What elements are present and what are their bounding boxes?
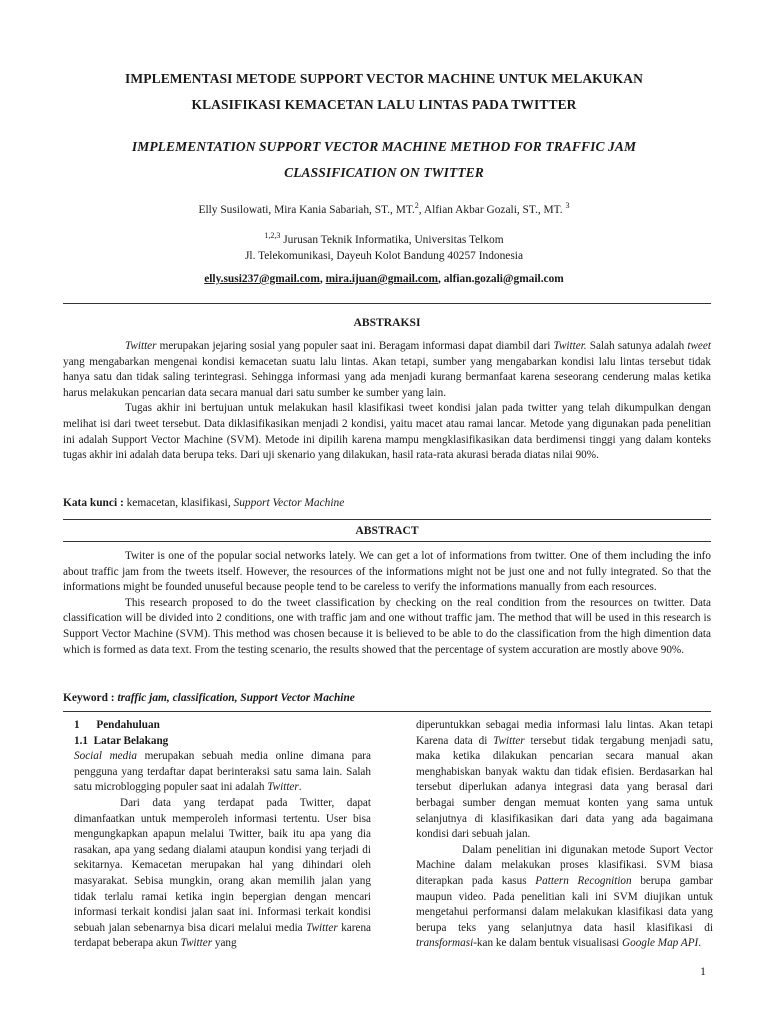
left-p1-text-1: merupakan sebuah media online dimana para pengguna yang terdaftar dapat berinteraksi satu sama lain. Salah satu microblogging populer saat ini adalah: [74, 750, 371, 794]
left-p1-text-2: .: [298, 781, 302, 794]
emph-twitter-right: Twitter: [493, 734, 525, 747]
email-link-2[interactable]: mira.ijuan@gmail.com: [325, 273, 439, 285]
right-paragraph-1: [416, 718, 713, 843]
keyword-italic: traffic jam, classification, Support Vector Machine: [117, 692, 355, 704]
abstraksi-heading: ABSTRAKSI: [353, 316, 421, 329]
emph-twitter-left-2: Twitter: [306, 921, 338, 934]
abstraksi-p1-text-2: Salah satunya adalah: [586, 340, 688, 352]
email-link-1[interactable]: elly.susi237@gmail.com: [204, 273, 320, 285]
keyword-line: [63, 692, 711, 704]
emph-twitter-left-3: Twitter: [180, 937, 213, 950]
affiliation-line1: [60, 228, 708, 248]
emph-tweet: tweet: [687, 340, 711, 352]
kata-kunci-text: kemacetan, klasifikasi,: [123, 497, 234, 509]
emph-transformasi: transformasi: [416, 937, 474, 950]
left-p2-text-3: yang: [212, 937, 237, 950]
affiliation: [60, 228, 708, 264]
right-p1-text-1: diperuntukkan sebagai media informasi lalu lintas. Akan tetapi Karena data di: [416, 719, 713, 747]
divider-body: [63, 711, 711, 712]
emph-social-media: Social media: [74, 750, 137, 763]
email-sep-2: ,: [438, 273, 444, 285]
author-3: , Alfian Akbar Gozali, ST., MT.: [418, 203, 566, 216]
title-indonesian: [60, 66, 708, 118]
kata-kunci-label: Kata kunci :: [63, 497, 124, 509]
section-heading-latar-belakang: 1.1 Latar Belakang: [74, 734, 169, 747]
abstract-paragraph-1: Twiter is one of the popular social networks lately. We can get a lot of informations from twitter. One of them including the info about traffic jam from the tweets itself. However, the resources of the informations might not be just one and not fully integrated. So that the informations might be founded unuseful because people tend to be careless to verify the informations manually from each resources.: [63, 550, 711, 594]
title-id-line1: IMPLEMENTASI METODE SUPPORT VECTOR MACHINE UNTUK MELAKUKAN: [125, 71, 643, 86]
email-3: alfian.gozali@gmail.com: [443, 273, 564, 285]
author-1: Elly Susilowati,: [198, 203, 275, 216]
author-3-sup: 3: [565, 201, 570, 210]
abstract-paragraph-2: This research proposed to do the tweet classification by checking on the real condition from the resources on twitter. Data classification will be divided into 2 conditions, one with traffic jam and one without traffic jam. The method that will be used in this research is Support Vector Machine (SVM). This method was chosen because it is believed to be able to do the classification from the high dimention data which is formed as data text. From the testing scenario, the results showed that the percentage of system accuration are mostly above 90%.: [63, 596, 711, 656]
emph-twitter: Twitter: [125, 340, 157, 352]
divider-top: [63, 303, 711, 304]
divider-abstract-bottom: [63, 541, 711, 542]
right-p1-text-2: tersebut tidak tergabung menjadi satu, maka ketika dilakukan pencarian secara manual akan menghabiskan banyak waktu dan tidak efisien. Berdasarkan hal tersebut diperlukan adanya integrasi data yang berasal dari berbagai sumber dengan memuat konten yang sama untuk selanjutnya di klasifikasikan dari data yang ada bagaimana kondisi dari sebuah jalan.: [416, 734, 713, 841]
section-heading-pendahuluan: 1 Pendahuluan: [74, 719, 160, 731]
abstraksi-p1-text-1: merupakan jejaring sosial yang populer saat ini. Beragam informasi dapat diambil dari: [156, 340, 554, 352]
kata-kunci: [63, 497, 711, 509]
right-column: [416, 718, 713, 952]
email-list: [60, 273, 708, 285]
author-list: [60, 201, 708, 216]
title-en-line1: IMPLEMENTATION SUPPORT VECTOR MACHINE METHOD FOR TRAFFIC JAM: [131, 139, 637, 154]
kata-kunci-italic: Support Vector Machine: [233, 497, 345, 509]
abstraksi-body: [63, 339, 711, 464]
email-sep-1: ,: [319, 273, 326, 285]
abstraksi-paragraph-2: Tugas akhir ini bertujuan untuk melakukan hasil klasifikasi tweet kondisi jalan pada twitter yang telah dikumpulkan dengan melihat isi dari tweet tersebut. Data diklasifikasikan menjadi 2 kondisi, yaitu macet atau ramai lancar. Metode yang digunakan pada penelitian ini adalah Support Vector Machine (SVM). Metode ini dipilih karena mampu mengklasifikasikan data berdimensi tinggi yang dalam konteks tugas akhir ini adalah data berupa teks. Dari uji skenario yang dilakukan, hasil rata-rata akurasi berada diatas nilai 90%.: [63, 402, 711, 462]
affiliation-dept: Jurusan Teknik Informatika, Universitas Telkom: [280, 233, 504, 246]
abstraksi-paragraph-1: [63, 339, 711, 401]
left-paragraph-1: [74, 749, 371, 796]
right-p2-text-3: -kan ke dalam bentuk visualisasi: [473, 937, 623, 950]
right-paragraph-2: [416, 843, 713, 952]
author-2-sup: 2: [414, 201, 419, 210]
abstraksi-p1-text-3: yang mengabarkan mengenai kondisi kemacetan suatu lalu lintas. Akan tetapi, sumber yang mengabarkan kondisi lalu lintas tersebut tidak hanya satu dan tidak saling terintegrasi. Sehingga informasi yang ada menjadi kurang bermanfaat karena seseorang cenderung malas ketika harus melakukan pencarian data secara manual dari satu sumber ke sumber yang lain.: [63, 355, 711, 399]
emph-twitter-left: Twitter: [267, 781, 299, 794]
left-column: [74, 718, 371, 952]
keyword-label: Keyword :: [63, 692, 115, 704]
affiliation-line2: Jl. Telekomunikasi, Dayeuh Kolot Bandung 40257 Indonesia: [244, 249, 524, 262]
abstract-body: [63, 549, 711, 658]
right-p2-text-4: .: [698, 937, 702, 950]
right-p2-text-2: berupa gambar maupun video. Pada penelitian kali ini SVM diujikan untuk mengetahui performansi dalam melakukan klasifikasi data yang berupa teks yang selanjutnya data hasil klasifikasi di: [416, 874, 714, 934]
affiliation-sup: 1,2,3: [264, 231, 281, 240]
emph-twitter-2: Twitter.: [553, 340, 587, 352]
left-paragraph-2: [74, 796, 371, 952]
left-p2-text-1: Dari data yang terdapat pada Twitter, dapat dimanfaatkan untuk memperoleh informasi tertentu. User bisa mengungkapkan apapun melalui Twitter, baik itu apa yang dia rasakan, apa yang sedang dialami ataupun kondisi yang terjadi di sekitarnya. Kemacetan merupakan hal yang dihindari oleh masyarakat. Sebisa mungkin, orang akan memilih jalan yang tidak terlalu ramai ketika ingin bepergian dengan mencari informasi terkait kondisi jalan saat ini. Informasi terkait kondisi sebuah jalan sebenarnya bisa dicari melalui media: [74, 796, 371, 934]
emph-google-map-api: Google Map API: [622, 937, 699, 950]
divider-abstract-top: [63, 519, 711, 520]
left-p2-text-2: karena terdapat beberapa akun: [74, 921, 372, 950]
right-p2-text-1: Dalam penelitian ini digunakan metode Suport Vector Machine dalam melakukan proses klasifikasi. SVM biasa diterapkan pada kasus: [416, 843, 713, 887]
abstract-heading: ABSTRACT: [355, 524, 419, 537]
title-id-line2: KLASIFIKASI KEMACETAN LALU LINTAS PADA TWITTER: [191, 97, 577, 112]
author-2: Mira Kania Sabariah, ST., MT.: [274, 203, 415, 216]
title-en-line2: CLASSIFICATION ON TWITTER: [284, 165, 484, 180]
page-number: 1: [700, 964, 706, 978]
emph-pattern-recognition: Pattern Recognition: [535, 874, 632, 887]
title-english: [60, 134, 708, 186]
